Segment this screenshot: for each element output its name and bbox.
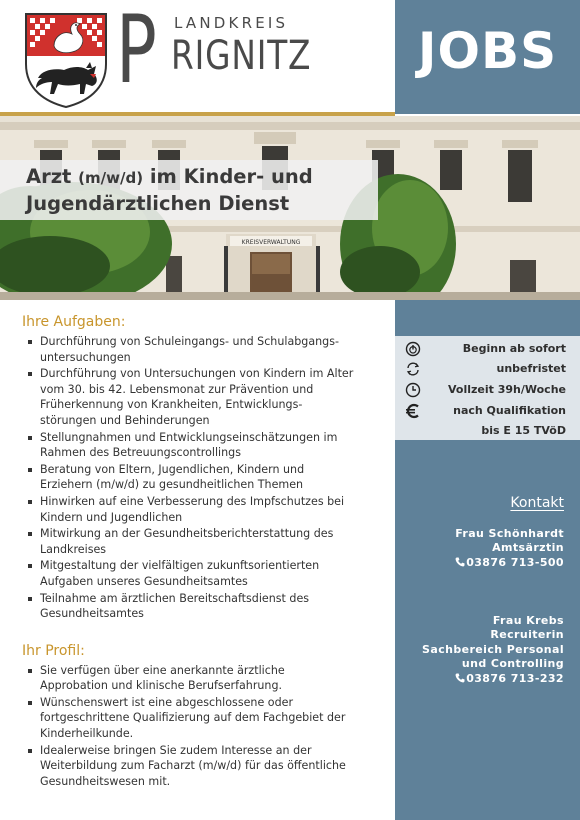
- logo-landkreis-text: LANDKREIS: [174, 14, 289, 32]
- contact-department: und Controlling: [461, 657, 564, 671]
- info-row-tariff: [395, 422, 580, 442]
- phone-icon: [455, 557, 465, 567]
- jobs-title: JOBS: [417, 22, 558, 80]
- jobs-panel: [395, 0, 580, 114]
- contact-block-1: [455, 527, 564, 570]
- job-title-box: [0, 160, 378, 220]
- list-item-line: fortgeschrittene Qualifizierung auf dem Fachgebiet der: [40, 711, 346, 725]
- list-item: [22, 334, 387, 365]
- list-item-line: Mitwirkung an der Gesundheitsberichterstattung des: [40, 527, 334, 541]
- bullet-icon: [28, 340, 32, 344]
- list-item-line: Hinwirken auf eine Verbesserung des Impfschutzes bei: [40, 494, 345, 508]
- list-item-line: Gesundheitsamtes: [40, 607, 144, 621]
- list-item-line: Beratung von Eltern, Jugendlichen, Kindern und: [40, 462, 305, 476]
- clock-icon: [405, 382, 421, 398]
- aufgaben-heading: Ihre Aufgaben:: [22, 314, 126, 330]
- list-item: [22, 526, 387, 557]
- info-row-salary: [395, 402, 580, 422]
- list-item: [22, 430, 387, 461]
- list-item-line: Weiterbildung zum Facharzt (m/w/d) für das öffentliche: [40, 759, 346, 773]
- list-item: [22, 494, 387, 525]
- aufgaben-list: [22, 334, 387, 622]
- bullet-icon: [28, 701, 32, 705]
- contact-phone[interactable]: [422, 672, 564, 686]
- kontakt-heading: Kontakt: [510, 495, 564, 511]
- list-item: [22, 462, 387, 493]
- list-item-line: Aufgaben unseres Gesundheitsamtes: [40, 574, 248, 588]
- job-title-rest: im Kinder- und: [143, 165, 313, 188]
- phone-icon: [455, 673, 465, 683]
- contact-name: Frau Krebs: [492, 614, 564, 627]
- list-item-line: Durchführung von Schuleingangs- und Schulabgangs-: [40, 335, 339, 348]
- contact-department: Sachbereich Personal: [422, 642, 564, 656]
- info-row-hours: [395, 381, 580, 401]
- list-item: [22, 591, 387, 622]
- info-text: Beginn ab sofort: [462, 342, 566, 355]
- bullet-icon: [28, 500, 32, 504]
- contact-role: Amtsärztin: [492, 541, 564, 555]
- list-item-line: Durchführung von Untersuchungen von Kindern im Alter: [40, 367, 354, 381]
- contact-name: Frau Schönhardt: [455, 527, 564, 540]
- bullet-icon: [28, 669, 32, 673]
- info-text: unbefristet: [496, 362, 566, 375]
- info-text: bis E 15 TVöD: [481, 424, 566, 437]
- list-item: [22, 695, 387, 742]
- list-item-line: Stellungnahmen und Entwicklungseinschätzungen im: [40, 430, 338, 444]
- header: [0, 0, 395, 114]
- job-title-word: Arzt: [26, 165, 79, 188]
- list-item-line: Rahmen des Betreuungscontrollings: [40, 446, 241, 460]
- list-item: [22, 366, 387, 428]
- list-item-line: Früherkennung von Krankheiten, Entwicklungs-: [40, 398, 303, 412]
- profil-list: [22, 663, 387, 790]
- coat-of-arms-logo: [24, 12, 108, 108]
- euro-icon: [405, 403, 421, 419]
- list-item-line: Kindern und Jugendlichen: [40, 510, 183, 524]
- contact-block-2: [422, 614, 564, 686]
- list-item-line: Mitgestaltung der vielfältigen zukunftsorientierten: [40, 559, 320, 573]
- contact-role: Recruiterin: [490, 628, 564, 642]
- info-box: [395, 336, 580, 440]
- list-item-line: vom 30. bis 42. Lebensmonat zur Prävention und: [40, 382, 314, 396]
- phone-number: 03876 713-232: [466, 671, 564, 685]
- main-content: [0, 300, 395, 820]
- bullet-icon: [28, 532, 32, 536]
- list-item: [22, 663, 387, 694]
- bullet-icon: [28, 597, 32, 601]
- list-item: [22, 558, 387, 589]
- job-title-line-2: Jugendärztlichen Dienst: [26, 192, 290, 215]
- contact-phone[interactable]: [455, 556, 564, 570]
- info-text: nach Qualifikation: [453, 404, 566, 417]
- bullet-icon: [28, 468, 32, 472]
- refresh-icon: [405, 361, 421, 377]
- profil-heading: Ihr Profil:: [22, 642, 85, 659]
- list-item-line: Approbation und klinische Berufserfahrung.: [40, 679, 283, 693]
- list-item-line: Landkreises: [40, 542, 107, 556]
- logo-prignitz-text: RIGNITZ: [171, 33, 312, 79]
- list-item-line: Idealerweise bringen Sie zudem Interesse an der: [40, 743, 312, 757]
- bullet-icon: [28, 436, 32, 440]
- list-item-line: störungen und Behinderungen: [40, 413, 210, 427]
- list-item-line: untersuchungen: [40, 350, 131, 364]
- bullet-icon: [28, 749, 32, 753]
- bullet-icon: [28, 564, 32, 568]
- job-title-line-1: [26, 164, 378, 191]
- list-item-line: Erziehern (m/w/d) zu gesundheitlichen Themen: [40, 478, 304, 492]
- list-item-line: Sie verfügen über eine anerkannte ärztliche: [40, 663, 285, 677]
- power-icon: [405, 341, 421, 357]
- job-title-gender: (m/w/d): [78, 169, 144, 187]
- list-item-line: Teilnahme am ärztlichen Bereitschaftsdienst des: [40, 591, 310, 605]
- info-row-duration: [395, 360, 580, 380]
- list-item-line: Kinderheilkunde.: [40, 727, 134, 741]
- svg-text:KREISVERWALTUNG: KREISVERWALTUNG: [241, 239, 301, 246]
- info-text: Vollzeit 39h/Woche: [448, 383, 566, 396]
- list-item-line: Wünschenswert ist eine abgeschlossene oder: [40, 695, 294, 709]
- list-item-line: Gesundheitswesen mit.: [40, 774, 171, 788]
- info-row-start: [395, 340, 580, 360]
- phone-number: 03876 713-500: [466, 555, 564, 569]
- list-item: [22, 743, 387, 790]
- bullet-icon: [28, 372, 32, 376]
- logo-initial: P: [116, 0, 157, 105]
